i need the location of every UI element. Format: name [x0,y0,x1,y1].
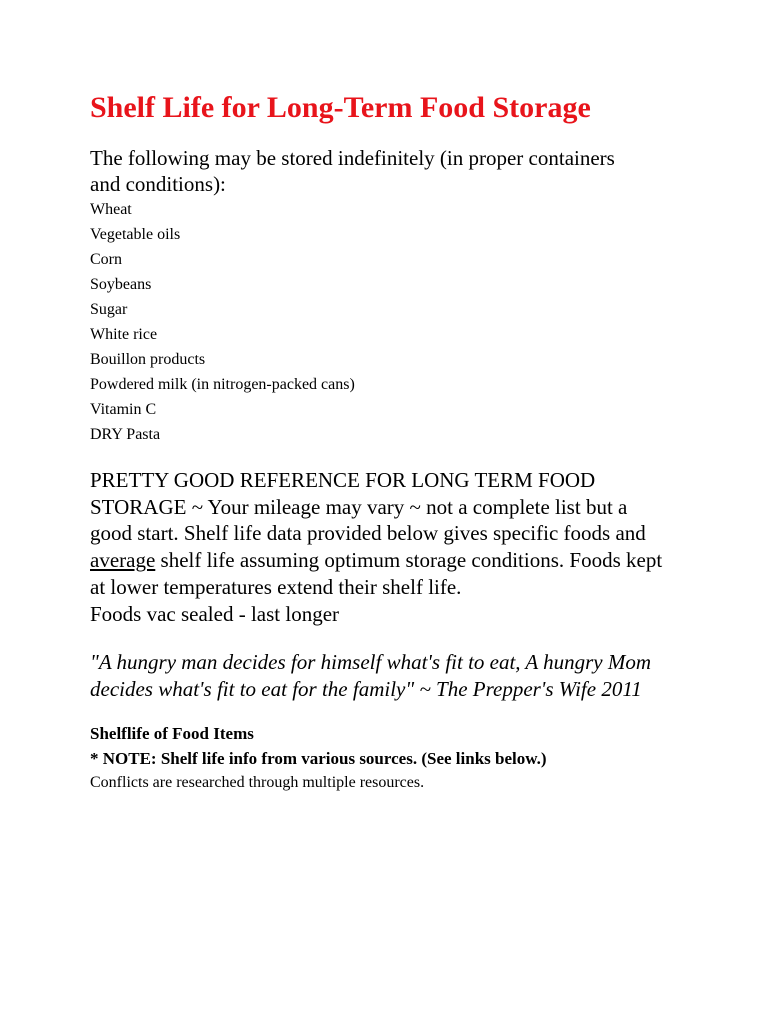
reference-text-start: PRETTY GOOD REFERENCE FOR LONG TERM FOOD STORAGE ~ Your mileage may vary ~ not a complete list but a good start. Shelf life data provided below gives specific foods and [90,468,646,546]
list-item: Vegetable oils [90,226,181,243]
list-item: Vitamin C [90,401,157,418]
prepper-quote: "A hungry man decides for himself what's fit to eat, A hungry Mom decides what's fit to eat for the family" ~ The Prepper's Wife 2011 [90,650,652,701]
list-item: Sugar [90,301,128,318]
list-item: DRY Pasta [90,426,161,443]
page-title: Shelf Life for Long-Term Food Storage [90,91,591,124]
reference-paragraph [90,467,670,627]
document-page [90,90,750,795]
reference-text-end: shelf life assuming optimum storage conditions. Foods kept at lower temperatures extend their shelf life. [90,548,663,599]
vac-sealed-line: Foods vac sealed - last longer [90,601,340,626]
list-item: Wheat [90,201,132,218]
average-underlined-word: average [90,548,156,573]
list-item: White rice [90,326,158,343]
conflicts-note: Conflicts are researched through multiple resources. [90,774,425,792]
indefinite-items-list [90,197,750,447]
list-item: Powdered milk (in nitrogen-packed cans) [90,376,355,393]
shelflife-heading: Shelflife of Food Items [90,724,254,744]
sources-note: * NOTE: Shelf life info from various sources. (See links below.) [90,749,547,769]
list-item: Soybeans [90,276,152,293]
list-item: Corn [90,251,122,268]
intro-paragraph: The following may be stored indefinitely (in proper containers and conditions): [90,146,615,196]
list-item: Bouillon products [90,351,206,368]
